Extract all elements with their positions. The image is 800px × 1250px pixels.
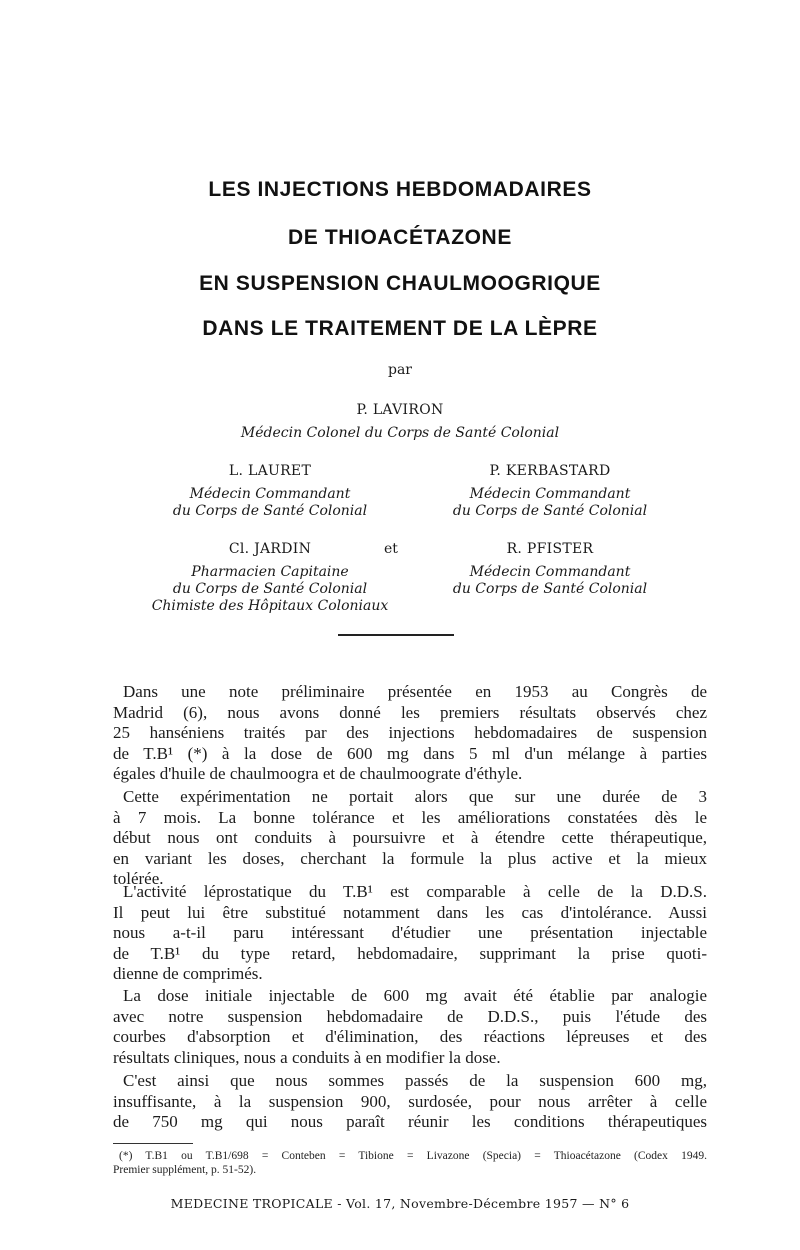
text-line: dienne de comprimés. bbox=[113, 964, 263, 983]
body-paragraph-3 bbox=[113, 882, 707, 985]
main-author-role: Médecin Colonel du Corps de Santé Colonial bbox=[240, 425, 560, 441]
author-role-line: Médecin Commandant bbox=[189, 486, 351, 502]
text-line: égales d'huile de chaulmoogra et de chaulmoograte d'éthyle. bbox=[113, 764, 523, 783]
footnote bbox=[113, 1149, 707, 1177]
text-line: résultats cliniques, nous a conduits à en modifier la dose. bbox=[113, 1047, 501, 1067]
text-line: de T.B¹ du type retard, hebdomadaire, supprimant la prise quoti- bbox=[113, 943, 707, 963]
footnote-line: (*) T.B1 ou T.B1/698 = Conteben = Tibione = Livazone (Specia) = Thioacétazone (Codex 1949. bbox=[119, 1150, 707, 1162]
header-divider bbox=[338, 634, 454, 636]
text-line: de T.B¹ (*) à la dose de 600 mg dans 5 ml d'un mélange à parties bbox=[113, 743, 707, 763]
author-role-line: Pharmacien Capitaine bbox=[191, 564, 349, 580]
text-line: tolérée. bbox=[113, 869, 164, 888]
author-name: Cl. JARDIN bbox=[228, 541, 312, 557]
article-title-line-4: DANS LE TRAITEMENT DE LA LÈPRE bbox=[202, 317, 598, 340]
article-title-line-2: DE THIOACÉTAZONE bbox=[288, 226, 512, 249]
author-block-pfister bbox=[380, 541, 720, 598]
author-name: L. LAURET bbox=[228, 463, 312, 479]
text-line: Madrid (6), nous avons donné les premiers résultats observés chez bbox=[113, 702, 707, 722]
text-line: nous a-t-il paru intéressant d'étudier une présentation injectable bbox=[113, 923, 707, 942]
text-line: à 7 mois. La bonne tolérance et les améliorations constatées dès le bbox=[113, 807, 707, 827]
text-line: de 750 mg qui nous paraît réunir les conditions thérapeutiques bbox=[113, 1112, 707, 1131]
author-role-line: du Corps de Santé Colonial bbox=[172, 581, 368, 597]
author-role-line: du Corps de Santé Colonial bbox=[452, 503, 648, 519]
body-paragraph-4 bbox=[113, 986, 707, 1068]
text-line: La dose initiale injectable de 600 mg avait été établie par analogie bbox=[123, 986, 707, 1005]
main-author-name: P. LAVIRON bbox=[356, 402, 444, 418]
text-line: avec notre suspension hebdomadaire de D.D.S., puis l'étude des bbox=[113, 1006, 707, 1026]
body-paragraph-5 bbox=[113, 1071, 707, 1133]
text-line: Dans une note préliminaire présentée en 1953 au Congrès de bbox=[123, 682, 707, 701]
body-paragraph-2 bbox=[113, 787, 707, 890]
conjunction-et: et bbox=[384, 541, 398, 557]
text-line: courbes d'absorption et d'élimination, des réactions lépreuses et des bbox=[113, 1027, 707, 1046]
footnote-line: Premier supplément, p. 51-52). bbox=[113, 1164, 257, 1176]
author-role-line: Médecin Commandant bbox=[469, 486, 631, 502]
footnote-divider bbox=[113, 1143, 193, 1144]
text-line: 25 hanséniens traités par des injections hebdomadaires de suspension bbox=[113, 723, 707, 742]
text-line: insuffisante, à la suspension 900, surdosée, pour nous arrêter à celle bbox=[113, 1091, 707, 1111]
author-name: R. PFISTER bbox=[506, 541, 594, 557]
author-name: P. KERBASTARD bbox=[489, 463, 611, 479]
text-line: Cette expérimentation ne portait alors que sur une durée de 3 bbox=[123, 787, 707, 806]
text-line: L'activité léprostatique du T.B¹ est comparable à celle de la D.D.S. bbox=[123, 882, 707, 901]
text-line: en variant les doses, cherchant la formule la plus active et la mieux bbox=[113, 848, 707, 868]
journal-footer: MEDECINE TROPICALE - Vol. 17, Novembre-Décembre 1957 — N° 6 bbox=[170, 1196, 630, 1211]
author-role-line: Chimiste des Hôpitaux Coloniaux bbox=[151, 598, 389, 614]
author-block-kerbastard bbox=[380, 463, 720, 520]
author-role-line: du Corps de Santé Colonial bbox=[172, 503, 368, 519]
byline-par: par bbox=[387, 362, 412, 378]
text-line: Il peut lui être substitué notamment dans les cas d'intolérance. Aussi bbox=[113, 902, 707, 922]
text-line: C'est ainsi que nous sommes passés de la suspension 600 mg, bbox=[123, 1071, 707, 1090]
article-title-line-1: LES INJECTIONS HEBDOMADAIRES bbox=[208, 178, 592, 201]
text-line: début nous ont conduits à poursuivre et à étendre cette thérapeutique, bbox=[113, 828, 707, 847]
author-role-line: Médecin Commandant bbox=[469, 564, 631, 580]
body-paragraph-1 bbox=[113, 682, 707, 785]
article-title-line-3: EN SUSPENSION CHAULMOOGRIQUE bbox=[199, 272, 601, 295]
author-role-line: du Corps de Santé Colonial bbox=[452, 581, 648, 597]
